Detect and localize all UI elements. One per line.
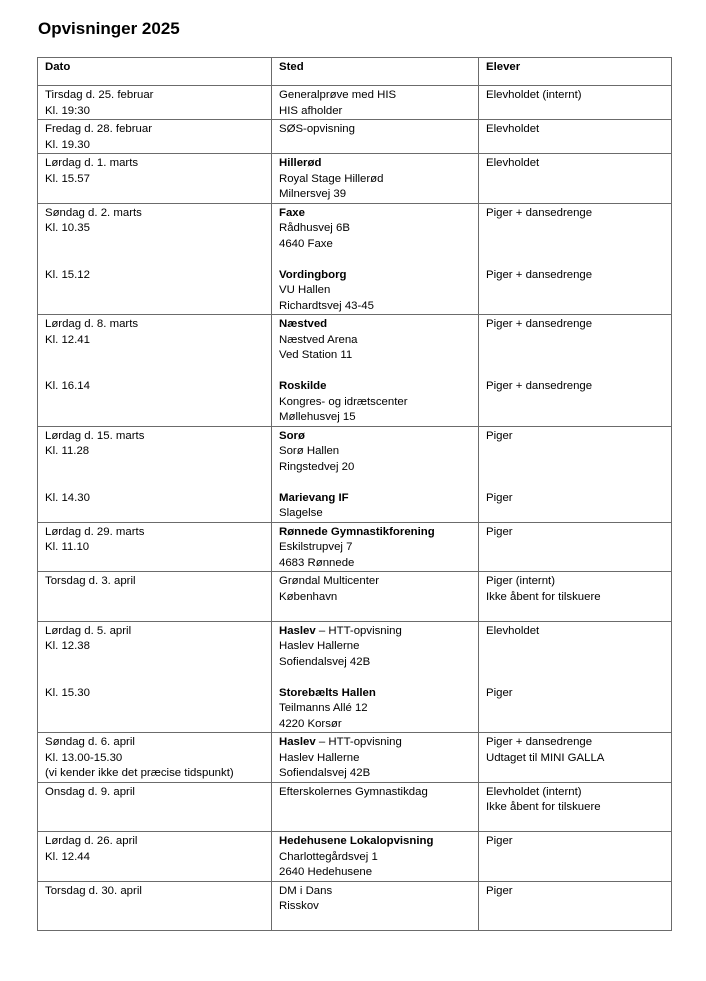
spacer bbox=[45, 299, 264, 315]
column-header-dato: Dato bbox=[38, 58, 272, 86]
dato-line: Kl. 12.38 bbox=[45, 640, 90, 652]
spacer bbox=[45, 395, 264, 411]
dato-line bbox=[45, 364, 264, 380]
sted-line: 2640 Hedehusene bbox=[279, 866, 373, 878]
spacer bbox=[45, 187, 264, 203]
cell-elever bbox=[479, 203, 672, 315]
elever-line bbox=[486, 670, 664, 686]
cell-elever bbox=[479, 120, 672, 154]
sted-line: Møllehusvej 15 bbox=[279, 411, 356, 423]
cell-sted bbox=[272, 782, 479, 832]
cell-sted bbox=[272, 522, 479, 572]
cell-sted bbox=[272, 572, 479, 622]
cell-elever bbox=[479, 154, 672, 204]
sted-line: 4683 Rønnede bbox=[279, 556, 355, 569]
spacer bbox=[45, 283, 264, 299]
dato-line: Kl. 15.30 bbox=[45, 686, 90, 699]
dato-line: Torsdag d. 3. april bbox=[45, 575, 136, 587]
elever-line: Piger + dansedrenge bbox=[486, 318, 593, 330]
elever-line: Piger + dansedrenge bbox=[486, 206, 593, 219]
spacer bbox=[486, 701, 664, 717]
sted-line bbox=[279, 364, 471, 380]
venue-name: Storebælts Hallen bbox=[279, 686, 376, 699]
dato-line: Torsdag d. 30. april bbox=[45, 884, 142, 897]
cell-sted bbox=[272, 86, 479, 120]
cell-dato bbox=[38, 621, 272, 733]
cell-elever bbox=[479, 782, 672, 832]
elever-line bbox=[486, 252, 664, 268]
sted-line: SØS-opvisning bbox=[279, 123, 355, 135]
spacer bbox=[45, 899, 264, 915]
spacer bbox=[486, 506, 664, 522]
spacer bbox=[45, 701, 264, 717]
cell-dato bbox=[38, 86, 272, 120]
cell-dato bbox=[38, 572, 272, 622]
elever-line bbox=[486, 475, 664, 491]
sted-line: HIS afholder bbox=[279, 104, 343, 117]
venue-name: Faxe bbox=[279, 206, 305, 219]
spacer bbox=[279, 138, 471, 154]
cell-elever bbox=[479, 315, 672, 427]
elever-line bbox=[486, 655, 664, 671]
cell-dato bbox=[38, 315, 272, 427]
table-body bbox=[38, 86, 672, 931]
dato-line: Kl. 11.28 bbox=[45, 445, 90, 457]
spacer bbox=[486, 410, 664, 426]
dato-line: (vi kender ikke det præcise tidspunkt) bbox=[45, 767, 234, 779]
dato-line: Kl. 19.30 bbox=[45, 138, 90, 151]
cell-sted bbox=[272, 832, 479, 882]
table-row bbox=[38, 86, 672, 120]
dato-line: Kl. 11.10 bbox=[45, 541, 90, 553]
cell-sted bbox=[272, 120, 479, 154]
cell-sted bbox=[272, 621, 479, 733]
elever-line: Piger + dansedrenge bbox=[486, 380, 593, 392]
spacer bbox=[45, 605, 264, 621]
sted-line: Kongres- og idrætscenter bbox=[279, 395, 408, 408]
dato-line bbox=[45, 460, 264, 476]
dato-line: Kl. 19:30 bbox=[45, 104, 90, 117]
elever-line: Udtaget til MINI GALLA bbox=[486, 751, 605, 764]
venue-suffix: – HTT-opvisning bbox=[315, 736, 402, 748]
venue-name: Roskilde bbox=[279, 380, 327, 392]
sted-line: Generalprøve med HIS bbox=[279, 89, 397, 101]
sted-line: Sofiendalsvej 42B bbox=[279, 767, 371, 779]
sted-line: Rådhusvej 6B bbox=[279, 222, 350, 234]
cell-sted bbox=[272, 881, 479, 931]
spacer bbox=[45, 410, 264, 426]
dato-line: Kl. 15.12 bbox=[45, 268, 90, 281]
elever-line: Piger bbox=[486, 835, 513, 847]
sted-line: Slagelse bbox=[279, 507, 323, 519]
elever-line: Piger bbox=[486, 686, 513, 699]
cell-dato bbox=[38, 782, 272, 832]
elever-line: Piger + dansedrenge bbox=[486, 736, 593, 748]
elever-line bbox=[486, 348, 664, 364]
table-row bbox=[38, 733, 672, 783]
dato-line: Tirsdag d. 25. februar bbox=[45, 89, 154, 101]
sted-line: 4220 Korsør bbox=[279, 717, 342, 730]
cell-dato bbox=[38, 154, 272, 204]
sted-line bbox=[279, 735, 471, 751]
elever-line: Ikke åbent for tilskuere bbox=[486, 801, 601, 813]
schedule-table bbox=[37, 57, 672, 931]
dato-line: Onsdag d. 9. april bbox=[45, 785, 135, 798]
venue-name: Hedehusene Lokalopvisning bbox=[279, 835, 434, 847]
spacer bbox=[486, 172, 664, 188]
sted-line: Haslev Hallerne bbox=[279, 751, 360, 764]
elever-line bbox=[486, 237, 664, 253]
sted-line: Sorø Hallen bbox=[279, 445, 340, 457]
dato-line: Lørdag d. 1. marts bbox=[45, 157, 139, 169]
cell-dato bbox=[38, 203, 272, 315]
table-row bbox=[38, 522, 672, 572]
dato-line bbox=[45, 655, 264, 671]
spacer bbox=[486, 766, 664, 782]
spacer bbox=[486, 395, 664, 411]
sted-line: 4640 Faxe bbox=[279, 237, 333, 250]
cell-dato bbox=[38, 426, 272, 522]
spacer bbox=[279, 915, 471, 931]
sted-line: DM i Dans bbox=[279, 884, 333, 897]
dato-line: Kl. 10.35 bbox=[45, 222, 90, 234]
venue-name: Næstved bbox=[279, 318, 328, 330]
spacer bbox=[45, 556, 264, 572]
dato-line: Lørdag d. 5. april bbox=[45, 624, 132, 637]
table-row bbox=[38, 782, 672, 832]
elever-line: Piger bbox=[486, 525, 513, 538]
venue-name: Sorø bbox=[279, 429, 305, 442]
elever-line: Elevholdet (internt) bbox=[486, 785, 582, 798]
spacer bbox=[45, 915, 264, 931]
spacer bbox=[486, 104, 664, 120]
elever-line: Elevholdet (internt) bbox=[486, 89, 582, 101]
spacer bbox=[279, 816, 471, 832]
elever-line: Elevholdet bbox=[486, 624, 540, 637]
sted-line: Risskov bbox=[279, 900, 319, 912]
venue-name: Haslev bbox=[279, 624, 316, 637]
elever-line: Piger bbox=[486, 884, 513, 897]
cell-elever bbox=[479, 86, 672, 120]
sted-line: Haslev Hallerne bbox=[279, 640, 360, 652]
cell-sted bbox=[272, 154, 479, 204]
spacer bbox=[486, 556, 664, 572]
dato-line: Kl. 12.44 bbox=[45, 850, 90, 863]
spacer bbox=[45, 800, 264, 816]
spacer bbox=[45, 506, 264, 522]
dato-line: Lørdag d. 29. marts bbox=[45, 525, 145, 538]
spacer bbox=[486, 283, 664, 299]
cell-elever bbox=[479, 733, 672, 783]
cell-dato bbox=[38, 733, 272, 783]
page-title: Opvisninger 2025 bbox=[38, 19, 180, 38]
dato-line: Lørdag d. 15. marts bbox=[45, 429, 145, 442]
spacer bbox=[486, 605, 664, 621]
column-header-elever: Elever bbox=[479, 58, 672, 86]
sted-line: Ved Station 11 bbox=[279, 349, 353, 361]
dato-line: Fredag d. 28. februar bbox=[45, 123, 153, 135]
dato-line: Lørdag d. 8. marts bbox=[45, 318, 139, 330]
cell-dato bbox=[38, 881, 272, 931]
sted-line: Næstved Arena bbox=[279, 333, 358, 346]
table-row bbox=[38, 881, 672, 931]
sted-line: Efterskolernes Gymnastikdag bbox=[279, 785, 428, 798]
elever-line: Piger (internt) bbox=[486, 575, 556, 587]
dato-line bbox=[45, 252, 264, 268]
spacer bbox=[486, 915, 664, 931]
venue-name: Rønnede Gymnastikforening bbox=[279, 525, 435, 538]
sted-line: Eskilstrupvej 7 bbox=[279, 541, 353, 553]
elever-line bbox=[486, 333, 664, 349]
spacer bbox=[486, 816, 664, 832]
sted-line: København bbox=[279, 590, 338, 603]
cell-elever bbox=[479, 426, 672, 522]
dato-line bbox=[45, 475, 264, 491]
spacer bbox=[486, 540, 664, 556]
spacer bbox=[486, 187, 664, 203]
venue-name: Marievang IF bbox=[279, 491, 349, 504]
elever-line bbox=[486, 221, 664, 237]
spacer bbox=[486, 138, 664, 154]
table-row bbox=[38, 426, 672, 522]
dato-line bbox=[45, 237, 264, 253]
sted-line bbox=[279, 252, 471, 268]
spacer bbox=[45, 717, 264, 733]
elever-line: Ikke åbent for tilskuere bbox=[486, 590, 601, 603]
elever-line bbox=[486, 444, 664, 460]
table-row bbox=[38, 315, 672, 427]
elever-line: Elevholdet bbox=[486, 123, 540, 135]
cell-sted bbox=[272, 426, 479, 522]
cell-dato bbox=[38, 120, 272, 154]
spacer bbox=[486, 850, 664, 866]
table-row bbox=[38, 120, 672, 154]
sted-line: Charlottegårdsvej 1 bbox=[279, 850, 378, 863]
venue-name: Vordingborg bbox=[279, 268, 347, 281]
dato-line: Kl. 16.14 bbox=[45, 380, 90, 392]
elever-line: Elevholdet bbox=[486, 157, 540, 169]
dato-line: Søndag d. 6. april bbox=[45, 736, 135, 748]
table-row bbox=[38, 203, 672, 315]
elever-line: Piger bbox=[486, 429, 513, 442]
sted-line: Richardtsvej 43-45 bbox=[279, 299, 374, 312]
sted-line: VU Hallen bbox=[279, 284, 331, 296]
sted-line: Grøndal Multicenter bbox=[279, 575, 380, 587]
spacer bbox=[279, 605, 471, 621]
cell-elever bbox=[479, 832, 672, 882]
cell-elever bbox=[479, 881, 672, 931]
spacer bbox=[45, 865, 264, 881]
sted-line: Ringstedvej 20 bbox=[279, 460, 355, 473]
spacer bbox=[486, 299, 664, 315]
sted-line bbox=[279, 475, 471, 491]
dato-line: Søndag d. 2. marts bbox=[45, 206, 142, 219]
dato-line bbox=[45, 348, 264, 364]
dato-line: Kl. 12.41 bbox=[45, 333, 90, 346]
elever-line: Piger bbox=[486, 491, 513, 504]
dato-line: Kl. 13.00-15.30 bbox=[45, 751, 123, 764]
cell-dato bbox=[38, 522, 272, 572]
venue-suffix: – HTT-opvisning bbox=[315, 624, 402, 637]
sted-line: Teilmanns Allé 12 bbox=[279, 702, 368, 714]
sted-line bbox=[279, 624, 471, 640]
venue-name: Haslev bbox=[279, 736, 316, 748]
table-header-row bbox=[38, 58, 672, 86]
spacer bbox=[486, 865, 664, 881]
elever-line bbox=[486, 639, 664, 655]
table-row bbox=[38, 572, 672, 622]
cell-sted bbox=[272, 315, 479, 427]
elever-line: Piger + dansedrenge bbox=[486, 268, 593, 281]
spacer bbox=[486, 717, 664, 733]
venue-name: Hillerød bbox=[279, 157, 322, 169]
column-header-sted: Sted bbox=[272, 58, 479, 86]
sted-line: Milnersvej 39 bbox=[279, 188, 347, 200]
sted-line: Sofiendalsvej 42B bbox=[279, 655, 371, 668]
cell-sted bbox=[272, 203, 479, 315]
sted-line bbox=[279, 670, 471, 686]
dato-line bbox=[45, 670, 264, 686]
dato-line: Lørdag d. 26. april bbox=[45, 835, 138, 847]
cell-elever bbox=[479, 572, 672, 622]
spacer bbox=[45, 816, 264, 832]
cell-sted bbox=[272, 733, 479, 783]
elever-line bbox=[486, 460, 664, 476]
spacer bbox=[279, 800, 471, 816]
elever-line bbox=[486, 364, 664, 380]
table-row bbox=[38, 154, 672, 204]
table-row bbox=[38, 621, 672, 733]
spacer bbox=[45, 590, 264, 606]
cell-dato bbox=[38, 832, 272, 882]
dato-line: Kl. 14.30 bbox=[45, 491, 90, 504]
table-row bbox=[38, 832, 672, 882]
cell-elever bbox=[479, 621, 672, 733]
sted-line: Royal Stage Hillerød bbox=[279, 172, 384, 185]
cell-elever bbox=[479, 522, 672, 572]
spacer bbox=[486, 899, 664, 915]
dato-line: Kl. 15.57 bbox=[45, 172, 90, 185]
